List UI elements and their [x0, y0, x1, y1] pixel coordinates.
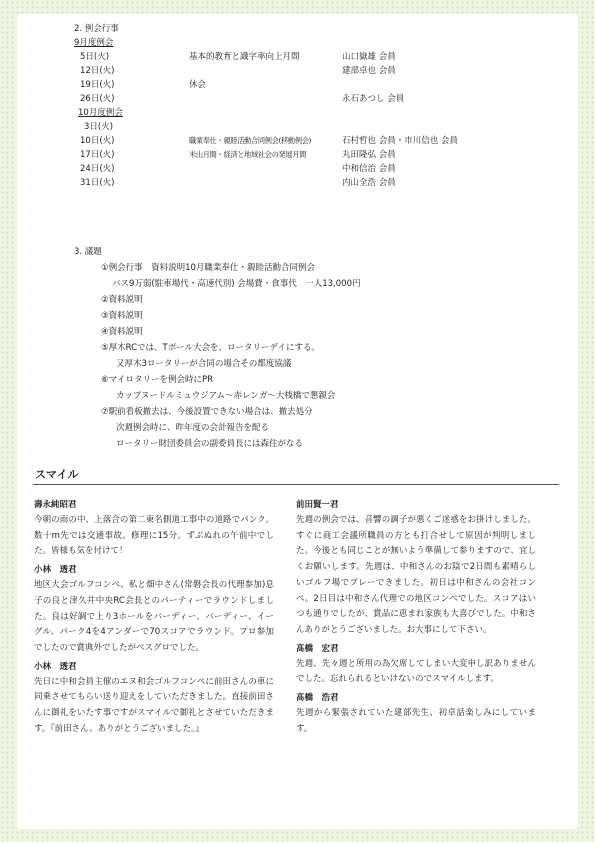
month-label: 9月度例会	[74, 38, 114, 48]
row-date: 19日(火)	[80, 80, 115, 90]
row-date: 31日(火)	[80, 178, 115, 188]
entry-body: 先週、先々週と所用の為欠席してしまい大変申し訳ありませんでした。忘れられるといけないのでスマイルします。	[296, 658, 536, 685]
schedule-row	[74, 50, 534, 64]
entry-author: 髙橋 浩君	[296, 693, 339, 704]
agenda-heading: 2. 例会行事	[74, 24, 119, 34]
smile-entry	[34, 562, 274, 657]
agenda-section	[74, 22, 534, 190]
row-person: 丸田隆弘 会員	[342, 150, 396, 160]
schedule-row	[74, 134, 534, 148]
row-date: 12日(火)	[80, 66, 115, 76]
smile-entry	[296, 641, 536, 688]
entry-body: 今朝の雨の中、上落合の第二東名側道工事中の道路でパンク。数十m先では交通事故。修理に15分。ずぶぬれの午前中でした。皆様も気を付けて！	[34, 515, 274, 557]
row-date: 17日(火)	[80, 150, 115, 160]
row-date: 24日(火)	[80, 164, 115, 174]
row-person: 中和信治 会員	[342, 164, 396, 174]
row-person: 永石あつし 会員	[342, 94, 405, 104]
entry-author: 小林 透君	[34, 565, 77, 576]
schedule-row	[74, 64, 534, 78]
discussion-heading: 3. 議題	[74, 247, 102, 257]
smile-title: スマイル	[33, 467, 559, 485]
discussion-line: ②資料説明	[101, 295, 143, 305]
smile-entry	[34, 497, 274, 560]
schedule-row	[74, 148, 534, 162]
row-person: 石村哲也 会員・市川信也 会員	[342, 136, 458, 146]
discussion-line: ③資料説明	[101, 311, 143, 321]
smile-left-column	[34, 497, 274, 739]
smile-entry	[296, 690, 536, 737]
smile-right-column	[296, 497, 536, 739]
row-topic: 米山月間・経済と地域社会の発展月間	[189, 150, 307, 159]
entry-body: 地区大会ゴルフコンペ、私と畑中さん(常磐会長の代理参加)息子の良と津久井中央RC会長とのパーティーでラウンドしました。良は好調で上り3ホールをバーディー、バーディー、イーグル、パーク4を4アンダーで70スコアでラウンド。プロ参加でしたので賞典外でしたがベスグロでした。	[34, 580, 274, 653]
discussion-line: バス9万弱(駐車場代・高速代別) 会場費・食事代 一人13,000円	[112, 279, 361, 289]
discussion-line: ロータリー財団委員会の副委員長には森住がなる	[116, 439, 304, 449]
entry-author: 壽永純昭君	[34, 500, 77, 510]
entry-body: 先週から緊張されていた建部先生、初卓話楽しみにしています。	[296, 708, 536, 734]
month-label: 10月度例会	[78, 108, 123, 118]
schedule-row	[74, 176, 534, 190]
discussion-line: ④資料説明	[101, 327, 143, 337]
schedule-row	[74, 78, 534, 92]
discussion-line: カップヌードルミュウジアム～赤レンガ～大桟橋で懇親会	[116, 391, 336, 401]
entry-author: 髙橋 宏君	[296, 643, 339, 654]
row-topic: 基本的教育と識字率向上月間	[189, 52, 300, 62]
entry-author: 前田賢一君	[296, 500, 339, 510]
row-date: 26日(火)	[80, 94, 115, 104]
discussion-line: ⑥マイロタリーを例会時にPR	[101, 375, 213, 385]
row-person: 建部卓也 会員	[342, 66, 396, 76]
row-date: 5日(火)	[80, 52, 110, 62]
discussion-line: ⑦駅前看板撤去は、今後設置できない場合は、撤去処分	[101, 407, 313, 417]
row-person: 内山全浩 会員	[342, 178, 396, 188]
schedule-row	[74, 92, 534, 106]
row-date: 3日(火)	[84, 122, 114, 132]
entry-body: 先日に中和会員主催のエヌ和会ゴルフコンペに前田さんの車に同乗させてもらい送り迎えをしていただきました。直接前田さんに御礼をいたす事ですがスマイルで御礼とさせていただきます。『前田さん、ありがとうございました。』	[34, 676, 274, 734]
row-date: 10日(火)	[80, 136, 115, 146]
schedule-row	[74, 120, 534, 134]
discussion-line: ①例会行事 資料説明10月職業奉仕・親睦活動合同例会	[101, 263, 315, 273]
smile-entry	[296, 497, 536, 639]
discussion-line: 次週例会時に、昨年度の会計報告を配る	[116, 423, 270, 433]
row-topic: 休会	[189, 80, 207, 90]
discussion-section	[74, 244, 534, 452]
schedule-row	[74, 162, 534, 176]
discussion-line: 又厚木3ロータリーが合同の場合その都度協議	[116, 359, 292, 369]
entry-body: 先週の例会では、音響の調子が悪くご迷惑をお掛けしました。すぐに商工会議所職員の方とも打合せして原因が判明しました。今後とも同じことが無いよう準備して参りますので、宜しくお願いします。先週は、中和さんのお陰で2日間も素晴らしいゴルフ場でプレーできました。初日は中和さんの会社コンペ。2日目は中和さん代理での地区コンペでした。スコアはいつも通りでしたが、賞品に恵まれ家族も大喜びでした。中和さんありがとうございました。お大事にして下さい。	[296, 515, 536, 635]
entry-author: 小林 透君	[34, 661, 77, 672]
row-topic: 職業奉仕・親睦活動合同例会(移動例会)	[189, 136, 312, 145]
smile-entry	[34, 659, 274, 738]
discussion-line: ⑤厚木RCでは、Tボール大会を、ロータリーデイにする。	[101, 343, 320, 353]
row-person: 山口嶽雄 会員	[342, 52, 396, 62]
